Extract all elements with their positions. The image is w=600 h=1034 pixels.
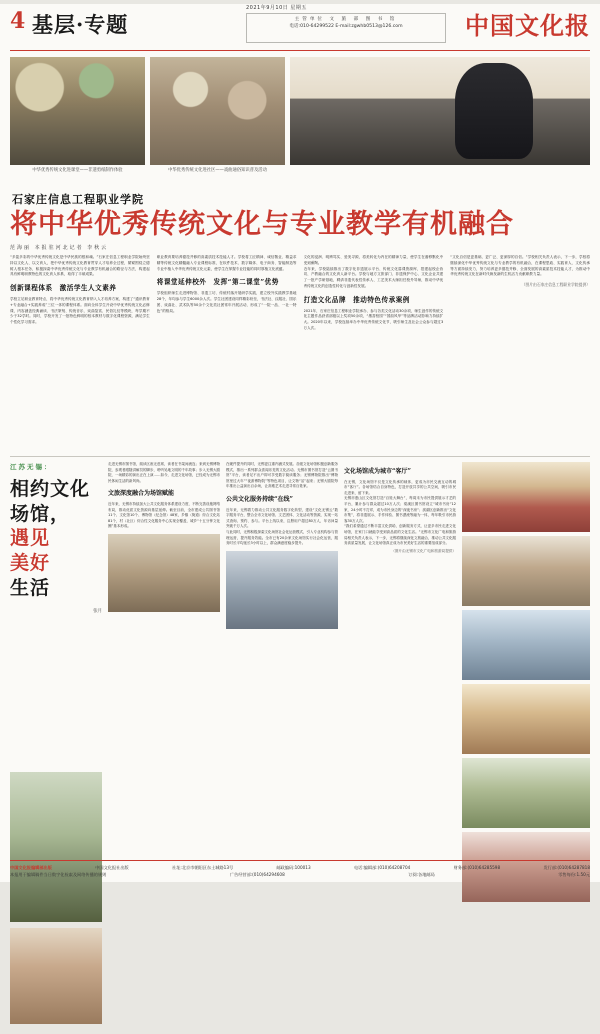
footer-subscription: 订阅:各地邮局 — [408, 871, 435, 877]
article2-inline-photo-2 — [226, 551, 338, 629]
article2-photo-credit: （图片由无锡市文化广电和旅游局提供） — [391, 548, 456, 553]
article2-col3-p3: “我们希望通过不断丰富文化供给、创新服务方式，让更多市民走进文化场馆，在家门口就能享受到高品质的文化生活。”无锡市文化广电和旅游局相关负责人表示，下一步，无锡将继续深化文旅融合，推动公共文化服务高质量发展，让文化场馆真正成为市民美好生活的重要组成部分。 — [344, 524, 456, 546]
photo-left-caption: 中华优秀传统文化进课堂——非遗剪纸制作体验 — [32, 168, 123, 173]
article2-col1-p1: 走进无锡市图书馆，阅读区座无虚席，读者在书架间流连；来到无锡博物院，参观者跟随讲解员的脚步，聆听吴地文明的千年故事；步入无锡大剧院，一场精彩的演出正在上演……如今，走进文化场馆，已经成为无锡市民休闲生活的新风尚。 — [108, 462, 220, 483]
article2-title-column — [10, 462, 102, 1034]
footer-price: 零售每份:1.50元 — [558, 871, 590, 877]
article1-photo-credit: （图片由石家庄信息工程职业学院提供） — [521, 282, 590, 288]
article1-body — [10, 255, 590, 451]
article1-headline: 将中华优秀传统文化与专业教学有机融合 — [10, 209, 514, 240]
article2-title-line3: 美好 — [10, 552, 51, 575]
article1-school: 石家庄信息工程职业学院 — [12, 193, 144, 206]
footer-phone-editor: 电话:编辑部:(010)64208704 — [353, 864, 411, 870]
masthead-info-row1: 主管单位 文 旅 部 图 书 馆 — [294, 17, 398, 22]
article1-subhead-2: 将课堂延伸校外 发挥“第二课堂”优势 — [156, 278, 279, 287]
article2-label: 江苏无锡： — [10, 463, 53, 472]
page-number: 4 — [10, 8, 26, 34]
article2-block — [10, 462, 590, 1034]
article2-title — [10, 477, 102, 600]
section-title: 基层·专题 — [32, 12, 129, 37]
article2-col2-p2: 近年来，无锡着力推动公共文化服务数字化转型，建设“文化无锡云”数字服务平台，整合全市文化场馆、文艺团体、文化活动等资源，实现一站式查询、预约、参与。平台上线以来，注册用户超过80万人，年访问量突破千万人次。 — [226, 507, 338, 529]
article2-subhead-2: 公共文化服务持续“在线” — [226, 496, 293, 504]
article2-photo-left-1 — [10, 772, 102, 922]
article2-title-line4: 生活 — [10, 576, 51, 599]
footer-publication: 中国文化报编辑部出版 — [10, 864, 52, 870]
article1-col3-p2: 近年来，学校陆续推出了数字化非遗展示平台、传统文化慕课资源库，搭建起校企协同、产教融合的文化育人新平台。学校与地方文旅部门、非遗保护中心、文化企业共建了一批产学研基地，聘请非遗代表性传承人、工艺美术大师担任校外导师，推动中华优秀传统文化的创造性转化与创新性发展。 — [303, 266, 444, 289]
article1-col1 — [10, 255, 150, 451]
article2-title-line1: 相约文化场馆， — [10, 478, 91, 525]
photo-left — [10, 57, 145, 187]
article2-col3-p2: 无锡市惠山区文化馆打造“百姓大舞台”，每周末为市民提供展示才艺的平台，累计参与群众超过10万人次；梁溪区图书馆设立“城市书房”12家，24小时不打烊，成为市民身边的“深夜书房”；滨湖区创新推出“文化市集”，将非遗展示、手作体验、图书漂流等融为一体，每年吸引市民游客30万人次。 — [344, 496, 456, 523]
photo-middle-image — [150, 57, 285, 165]
footer-address: 社址:北京市朝阳区东土城路13号 — [172, 864, 234, 870]
footer-phone-dist: 发行部:(010)64287818 — [543, 864, 590, 870]
newspaper-logo: 中国文化报 — [465, 11, 590, 40]
article1-col1-p2: 学校立足职业教育特点，将中华优秀传统文化教育纳入人才培养方案，构建了“通识教育+专业融合+实践养成”三位一体的课程体系。面向全体学生开设中华优秀传统文化必修课，内容涵盖经典诵读、书法篆刻、传统音乐、戏曲鉴赏、民俗礼仪等模块，每学期不少于32学时。同时，学校开发了一批特色鲜明的校本教材与数字化课程资源，满足学生个性化学习需求。 — [10, 296, 150, 325]
footer-website: 中国文化报社出版 — [95, 864, 129, 870]
article2-subhead-3: 文化场馆成为城市“客厅” — [344, 468, 411, 476]
footer-print-note: 本报用于编辑稿件当日数字化检索及网络传播的规则 — [10, 871, 107, 877]
masthead-info-box — [246, 13, 446, 43]
article2-photo-column — [462, 462, 590, 1034]
article2-inline-photo-1 — [108, 534, 220, 612]
article2-col1-p2: 近年来，无锡市持续加大公共文化服务体系建设力度，不断完善设施网络布局，推动优质文化资源向基层延伸。截至目前，全市建成公共图书馆11个、文化馆10个、博物馆（纪念馆）48家，乡镇（街道）综合文化站81个，村（社区）综合性文化服务中心实现全覆盖，城乡“十五分钟文化圈”基本形成。 — [108, 502, 220, 529]
article2-col2-p3: 与此同时，无锡积极探索文化场馆社会化运营模式，引入专业机构参与管理运营，提升服务效能。全市已有20余家文化场馆实行社会化运营，服务时长平均延长3小时以上，群众满意度稳步提升。 — [226, 529, 338, 546]
article2-col2 — [226, 462, 338, 1034]
article1-col3-p1: 文化的浸润、明辨笃实、爱美寻源，将美转化为内在的精神力量，使学生在潜移默化中受到熏陶。 — [303, 255, 444, 265]
article1-col1-p1: “多姿多彩的中华优秀传统文化是中华民族的根和魂。”石家庄信息工程职业学院始终坚持以文化人、以文育人，把中华优秀传统文化教育贯穿人才培养全过程，紧紧围绕立德树人根本任务，积极探索中华优秀传统文化与专业教学有机融合的路径与方法，构建起具有鲜明职教特色的文化育人体系，取得了丰硕成果。 — [10, 255, 150, 277]
article2-photo-1 — [462, 462, 590, 532]
article2-col1 — [108, 462, 220, 1034]
article1-col2-p1: 职业教育要培养德技并修的高素质技术技能人才。学校将工匠精神、诚信敬业、精益求精等传统文化精髓融入专业课程标准，在软件技术、数字媒体、电子商务、智能制造等专业中植入中华优秀传统文化元素，使学生在掌握专业技能的同时厚植文化底蕴。 — [156, 255, 297, 271]
masthead — [10, 4, 590, 51]
article2-col2-p1: 在硬件提升的同时，无锡更注重内涵式发展。各级文化场馆积极创新服务模式，推出一系列群众喜闻乐见的文化活动。无锡市图书馆打造“云图书馆”平台，读者足不出户即可享受数字阅读服务；无锡博物院推出“博物馆里过大年”“夜游博物院”等特色项目，让文物“活”起来；无锡大剧院每年推出公益演出百余场，让高雅艺术走进寻常百姓家。 — [226, 462, 338, 489]
article2-photo-3 — [462, 610, 590, 680]
article2-col3 — [344, 462, 456, 1034]
photo-right — [290, 57, 590, 187]
photo-middle — [150, 57, 285, 187]
article2-author: 张月 — [93, 609, 102, 615]
photo-left-image — [10, 57, 145, 165]
article1-col3 — [304, 255, 444, 451]
masthead-date: 2021年9月10日 星期五 — [246, 5, 307, 11]
newspaper-page — [0, 4, 600, 882]
article2-col3-p1: 在无锡，文化场馆不仅是文化传承的载体，更成为市民交流互动的城市“客厅”。各场馆结合自身特色，打造开放共享的公共空间，吸引市民走进来、留下来。 — [344, 479, 456, 495]
article1-byline: 范海丽 本报驻河北记者 李秋云 — [10, 245, 109, 252]
photo-middle-caption: 中华优秀传统文化进社区——戏曲通俗知识普及活动 — [168, 168, 267, 173]
article1-col3-p3: 2021年，石家庄信息工程职业学院承办、参与各类文化活动30余项，师生创作的传统文化主题作品获省部级以上奖项50余项，“墨香校园”“国韵风华”等品牌活动影响力持续扩大。2020年以来，学校连续举办中华优秀传统文化节，吸引师生及社会公众参与超过3万人次。 — [303, 308, 444, 331]
article2-photo-2 — [462, 536, 590, 606]
article2-subhead-1: 文旅深度融合为场馆赋能 — [108, 490, 175, 498]
article1-col2-p2: 学校组织师生走进博物馆、非遗工坊、传统村落开展研学实践，建立校外实践教学基地28个，年均参与学生6000余人次。学生社团建设同样精彩纷呈，书法社、汉服社、国乐团、戏曲社、武术队等50余个文化类社团常年开展活动，形成了“一院一品、一社一特色”的格局。 — [156, 291, 297, 313]
photo-right-image — [290, 57, 590, 165]
article1-col4 — [450, 255, 590, 451]
footer-ad-dept: 广告经营部:(010)64294608 — [229, 871, 285, 877]
article2-title-line2: 遇见 — [10, 527, 51, 550]
article2-photo-left-2 — [10, 928, 102, 1024]
footer-zipcode: 邮政编码:100013 — [276, 864, 311, 870]
page-footer — [10, 860, 590, 878]
top-photo-strip — [10, 57, 590, 187]
footer-phone-finance: 财务部:(010)64285598 — [453, 864, 501, 870]
masthead-info-row2: 电话:010-64299522 E-mail:zgwhb0513@126.com — [289, 23, 403, 29]
article1-col2 — [157, 255, 297, 451]
article2-text-columns — [108, 462, 456, 1034]
article1-col4-p1: “文化自信是更基础、更广泛、更深厚的自信。”学校相关负责人表示，下一步，学校将继续深化中华优秀传统文化与专业教学的有机融合，在课程思政、实践育人、文化传承等方面持续发力，努力培养更多德技并修、全面发展的高素质技术技能人才，为推动中华优秀传统文化在新时代焕发新的生机活力贡献职教力量。 — [450, 255, 590, 277]
section-divider — [10, 456, 590, 457]
article1-subhead-1: 创新课程体系 激活学生人文素养 — [10, 284, 117, 293]
article2-photo-4 — [462, 684, 590, 754]
article2-photo-5 — [462, 758, 590, 828]
headline-block — [10, 191, 590, 251]
article1-subhead-3: 打造文化品牌 推动特色传承案例 — [303, 295, 410, 304]
